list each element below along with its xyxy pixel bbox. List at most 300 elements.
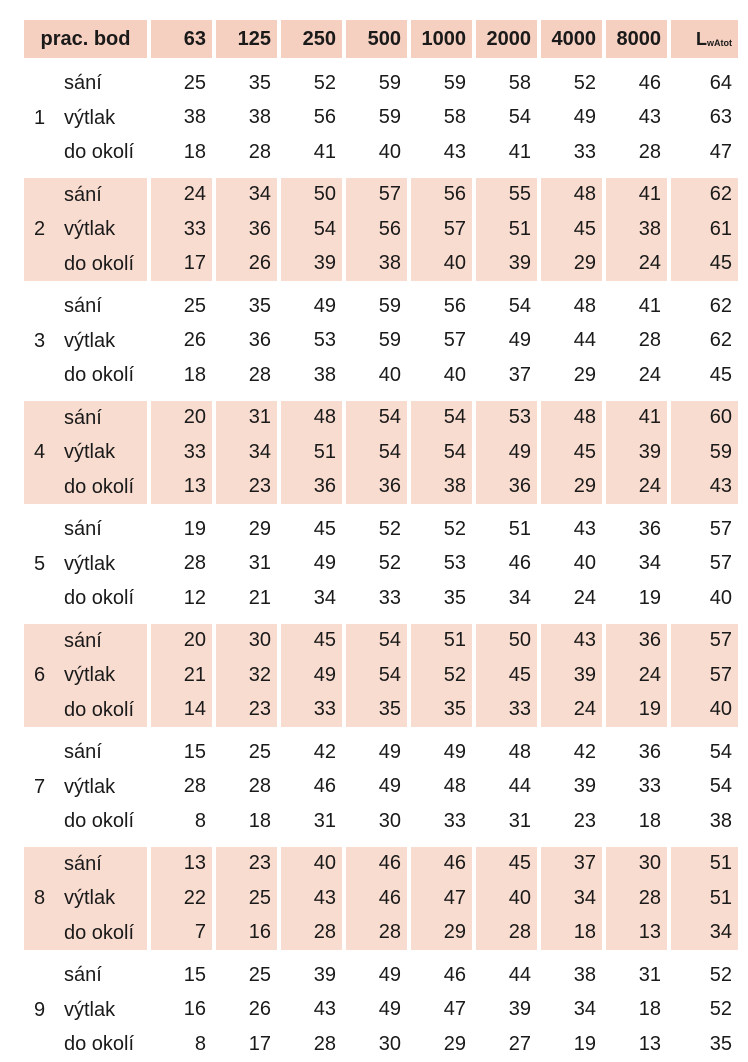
band-value: 41: [638, 294, 661, 317]
measurement-kind: výtlak: [64, 329, 116, 352]
band-value: 44: [508, 963, 531, 986]
band-value: 49: [508, 329, 531, 352]
row-label: [24, 735, 147, 770]
row-label: [24, 881, 147, 916]
table-row: [24, 324, 738, 359]
total-value: 52: [709, 998, 732, 1021]
measurement-kind: sání: [64, 741, 102, 763]
band-value: 28: [248, 775, 271, 798]
band-value: 24: [638, 363, 661, 386]
band-value: 36: [216, 212, 277, 247]
band-value: 18: [638, 998, 661, 1021]
band-value: 26: [216, 247, 277, 282]
table-row: [24, 658, 738, 693]
row-label: [24, 212, 147, 247]
band-value: 39: [281, 247, 342, 282]
total-value: 63: [709, 106, 732, 129]
band-value: 43: [541, 624, 602, 659]
point-number: 4: [34, 441, 46, 463]
band-value: 49: [443, 740, 466, 763]
band-value: 34: [216, 178, 277, 213]
band-value: 34: [508, 586, 531, 609]
band-value: 41: [508, 140, 531, 163]
band-value: 43: [573, 517, 596, 540]
band-value: 49: [378, 998, 401, 1021]
table-body: [24, 66, 738, 1062]
band-value: 34: [541, 881, 602, 916]
band-value: 40: [411, 247, 472, 282]
band-value: 18: [248, 809, 271, 832]
band-value: 40: [476, 881, 537, 916]
measurement-kind: výtlak: [64, 218, 116, 240]
point-number: 2: [34, 218, 46, 240]
band-value: 45: [476, 847, 537, 882]
header-total-sub: wAtot: [707, 37, 732, 48]
measurement-kind: sání: [64, 964, 102, 986]
band-value: 47: [443, 998, 466, 1021]
total-value: 34: [671, 916, 738, 951]
measurement-kind: sání: [64, 183, 102, 206]
total-value: 54: [709, 775, 732, 798]
table-row: [24, 624, 738, 659]
band-value: 51: [508, 517, 531, 540]
band-value: 24: [606, 247, 667, 282]
band-value: 38: [346, 247, 407, 282]
row-label: [24, 289, 147, 324]
total-value: 40: [709, 586, 732, 609]
band-value: 15: [183, 963, 206, 986]
band-value: 36: [606, 624, 667, 659]
band-value: 51: [476, 212, 537, 247]
band-value: 23: [216, 847, 277, 882]
band-value: 53: [443, 552, 466, 575]
band-value: 36: [346, 470, 407, 505]
band-value: 44: [573, 329, 596, 352]
total-value: 51: [671, 847, 738, 882]
band-value: 36: [476, 470, 537, 505]
band-value: 13: [151, 847, 212, 882]
total-value: 64: [709, 71, 732, 94]
table-row: [24, 1027, 738, 1062]
row-label: [24, 658, 147, 693]
table-row: [24, 847, 738, 882]
band-value: 49: [378, 775, 401, 798]
band-value: 46: [443, 963, 466, 986]
band-value: 33: [573, 140, 596, 163]
total-value: 62: [709, 294, 732, 317]
row-label: [24, 247, 147, 282]
band-value: 18: [638, 809, 661, 832]
band-value: 28: [248, 140, 271, 163]
band-value: 50: [476, 624, 537, 659]
band-value: 57: [443, 329, 466, 352]
band-value: 17: [151, 247, 212, 282]
band-value: 29: [443, 1032, 466, 1055]
band-value: 33: [151, 212, 212, 247]
band-value: 42: [313, 740, 336, 763]
band-value: 21: [151, 658, 212, 693]
band-value: 13: [151, 470, 212, 505]
band-value: 20: [151, 624, 212, 659]
band-value: 54: [281, 212, 342, 247]
band-value: 28: [638, 140, 661, 163]
measurement-kind: sání: [64, 518, 102, 540]
band-value: 48: [541, 178, 602, 213]
total-value: 45: [671, 247, 738, 282]
band-value: 16: [216, 916, 277, 951]
row-label: [24, 324, 147, 359]
band-value: 23: [216, 693, 277, 728]
band-value: 52: [313, 71, 336, 94]
band-value: 22: [151, 881, 212, 916]
row-label: [24, 435, 147, 470]
band-value: 46: [638, 71, 661, 94]
table-row: [24, 289, 738, 324]
point-number: 7: [34, 775, 46, 798]
measurement-kind: sání: [64, 295, 102, 317]
band-value: 18: [541, 916, 602, 951]
band-value: 28: [313, 1032, 336, 1055]
point-number: 6: [34, 664, 46, 686]
band-value: 23: [216, 470, 277, 505]
band-value: 28: [638, 329, 661, 352]
band-value: 41: [606, 178, 667, 213]
band-value: 31: [638, 963, 661, 986]
measurement-kind: do okolí: [64, 364, 135, 386]
band-value: 30: [378, 1032, 401, 1055]
band-value: 8: [194, 1032, 206, 1055]
measurement-kind: do okolí: [64, 141, 135, 163]
row-label: [24, 358, 147, 393]
header-band: 8000: [606, 20, 667, 58]
band-value: 33: [151, 435, 212, 470]
band-value: 49: [313, 552, 336, 575]
band-value: 46: [346, 881, 407, 916]
band-value: 23: [573, 809, 596, 832]
band-value: 57: [411, 212, 472, 247]
band-value: 39: [541, 658, 602, 693]
band-value: 59: [378, 106, 401, 129]
header-row: [24, 20, 738, 58]
band-value: 19: [606, 693, 667, 728]
band-value: 36: [248, 329, 271, 352]
point-number: 9: [34, 998, 46, 1021]
band-value: 51: [411, 624, 472, 659]
band-value: 26: [183, 329, 206, 352]
band-value: 42: [573, 740, 596, 763]
table-row: [24, 547, 738, 582]
band-value: 49: [476, 435, 537, 470]
band-value: 40: [281, 847, 342, 882]
band-value: 43: [281, 881, 342, 916]
row-label: [24, 847, 147, 882]
band-value: 38: [313, 363, 336, 386]
band-value: 25: [248, 963, 271, 986]
band-value: 37: [508, 363, 531, 386]
band-value: 14: [151, 693, 212, 728]
total-value: 62: [709, 329, 732, 352]
band-value: 59: [378, 71, 401, 94]
band-value: 38: [606, 212, 667, 247]
header-band: 4000: [541, 20, 602, 58]
table-row: [24, 135, 738, 170]
table-row: [24, 66, 738, 101]
band-value: 31: [508, 809, 531, 832]
band-value: 52: [378, 517, 401, 540]
band-value: 24: [151, 178, 212, 213]
band-value: 57: [346, 178, 407, 213]
band-value: 43: [443, 140, 466, 163]
band-value: 36: [638, 517, 661, 540]
measurement-kind: sání: [64, 629, 102, 652]
band-value: 29: [541, 247, 602, 282]
band-value: 24: [541, 693, 602, 728]
header-band: 500: [346, 20, 407, 58]
total-value: 57: [709, 517, 732, 540]
header-band: 250: [281, 20, 342, 58]
band-value: 53: [313, 329, 336, 352]
band-value: 31: [248, 552, 271, 575]
row-label: [24, 401, 147, 436]
row-label: [24, 624, 147, 659]
band-value: 28: [183, 552, 206, 575]
band-value: 49: [378, 740, 401, 763]
band-value: 24: [606, 658, 667, 693]
total-value: 61: [671, 212, 738, 247]
band-value: 27: [508, 1032, 531, 1055]
band-value: 59: [443, 71, 466, 94]
table-row: [24, 212, 738, 247]
band-value: 59: [378, 294, 401, 317]
header-band: 125: [216, 20, 277, 58]
band-value: 24: [573, 586, 596, 609]
table-row: [24, 693, 738, 728]
band-value: 12: [183, 586, 206, 609]
band-value: 28: [281, 916, 342, 951]
total-value: 52: [709, 963, 732, 986]
row-label: [24, 66, 147, 101]
band-value: 34: [216, 435, 277, 470]
measurement-kind: do okolí: [64, 698, 135, 721]
measurement-kind: výtlak: [64, 106, 116, 129]
header-band: 2000: [476, 20, 537, 58]
header-band: 1000: [411, 20, 472, 58]
band-value: 28: [606, 881, 667, 916]
band-value: 24: [606, 470, 667, 505]
total-value: 62: [671, 178, 738, 213]
band-value: 30: [216, 624, 277, 659]
band-value: 40: [443, 363, 466, 386]
band-value: 54: [346, 658, 407, 693]
point-number: 1: [34, 106, 46, 129]
band-value: 56: [443, 294, 466, 317]
row-label: [24, 581, 147, 616]
band-value: 45: [313, 517, 336, 540]
band-value: 55: [476, 178, 537, 213]
band-value: 18: [183, 140, 206, 163]
band-value: 29: [573, 363, 596, 386]
band-value: 31: [313, 809, 336, 832]
measurement-kind: výtlak: [64, 441, 116, 463]
total-value: 51: [671, 881, 738, 916]
row-label: [24, 135, 147, 170]
band-value: 21: [248, 586, 271, 609]
band-value: 45: [541, 212, 602, 247]
band-value: 19: [183, 517, 206, 540]
band-value: 28: [248, 363, 271, 386]
measurement-kind: sání: [64, 406, 102, 429]
band-value: 34: [313, 586, 336, 609]
band-value: 54: [346, 624, 407, 659]
row-label: [24, 547, 147, 582]
table-row: [24, 512, 738, 547]
band-value: 51: [281, 435, 342, 470]
band-value: 44: [508, 775, 531, 798]
row-label: [24, 470, 147, 505]
band-value: 56: [411, 178, 472, 213]
band-value: 49: [313, 294, 336, 317]
table-row: [24, 247, 738, 282]
band-value: 47: [411, 881, 472, 916]
band-value: 28: [476, 916, 537, 951]
band-value: 34: [638, 552, 661, 575]
row-label: [24, 101, 147, 136]
band-value: 36: [281, 470, 342, 505]
measurement-kind: do okolí: [64, 921, 135, 944]
band-value: 38: [573, 963, 596, 986]
band-value: 39: [573, 775, 596, 798]
measurement-kind: výtlak: [64, 552, 116, 575]
row-label: [24, 1027, 147, 1062]
total-value: 45: [709, 363, 732, 386]
band-value: 20: [151, 401, 212, 436]
band-value: 48: [573, 294, 596, 317]
band-value: 52: [443, 517, 466, 540]
row-label: [24, 770, 147, 805]
band-value: 13: [638, 1032, 661, 1055]
band-value: 56: [346, 212, 407, 247]
band-value: 53: [476, 401, 537, 436]
band-value: 48: [281, 401, 342, 436]
measurement-kind: do okolí: [64, 587, 135, 609]
table-row: [24, 581, 738, 616]
band-value: 58: [508, 71, 531, 94]
band-value: 45: [281, 624, 342, 659]
band-value: 35: [248, 294, 271, 317]
band-value: 49: [378, 963, 401, 986]
band-value: 52: [573, 71, 596, 94]
table-row: [24, 916, 738, 951]
total-value: 57: [671, 658, 738, 693]
band-value: 33: [476, 693, 537, 728]
header-label: prac. bod: [24, 20, 147, 58]
total-value: 60: [671, 401, 738, 436]
band-value: 33: [638, 775, 661, 798]
row-label: [24, 916, 147, 951]
row-label: [24, 178, 147, 213]
band-value: 25: [248, 740, 271, 763]
header-band: 63: [151, 20, 212, 58]
total-value: 57: [709, 552, 732, 575]
total-value: 47: [709, 140, 732, 163]
table-row: [24, 178, 738, 213]
band-value: 28: [346, 916, 407, 951]
row-label: [24, 804, 147, 839]
band-value: 54: [508, 106, 531, 129]
band-value: 19: [638, 586, 661, 609]
point-number: 3: [34, 329, 46, 352]
band-value: 37: [541, 847, 602, 882]
band-value: 48: [508, 740, 531, 763]
row-label: [24, 693, 147, 728]
band-value: 40: [378, 140, 401, 163]
band-value: 13: [606, 916, 667, 951]
band-value: 36: [638, 740, 661, 763]
band-value: 17: [248, 1032, 271, 1055]
table-row: [24, 958, 738, 993]
band-value: 29: [248, 517, 271, 540]
table-row: [24, 470, 738, 505]
header-total: [671, 20, 738, 58]
band-value: 39: [313, 963, 336, 986]
band-value: 29: [541, 470, 602, 505]
point-number: 8: [34, 887, 46, 909]
band-value: 35: [248, 71, 271, 94]
measurement-kind: do okolí: [64, 475, 135, 498]
band-value: 46: [508, 552, 531, 575]
band-value: 39: [476, 247, 537, 282]
measurement-kind: do okolí: [64, 1033, 135, 1055]
band-value: 54: [346, 401, 407, 436]
measurement-kind: sání: [64, 72, 102, 94]
band-value: 33: [443, 809, 466, 832]
band-value: 18: [183, 363, 206, 386]
band-value: 25: [183, 71, 206, 94]
band-value: 54: [411, 401, 472, 436]
band-value: 41: [313, 140, 336, 163]
band-value: 25: [216, 881, 277, 916]
band-value: 25: [183, 294, 206, 317]
measurement-kind: do okolí: [64, 810, 135, 832]
band-value: 49: [281, 658, 342, 693]
band-value: 46: [313, 775, 336, 798]
band-value: 52: [378, 552, 401, 575]
band-value: 33: [378, 586, 401, 609]
table-row: [24, 401, 738, 436]
band-value: 35: [443, 586, 466, 609]
band-value: 59: [378, 329, 401, 352]
band-value: 41: [606, 401, 667, 436]
table-row: [24, 358, 738, 393]
band-value: 56: [313, 106, 336, 129]
band-value: 40: [573, 552, 596, 575]
band-value: 39: [606, 435, 667, 470]
band-value: 30: [378, 809, 401, 832]
row-label: [24, 512, 147, 547]
total-value: 59: [671, 435, 738, 470]
band-value: 30: [606, 847, 667, 882]
table-row: [24, 101, 738, 136]
band-value: 19: [573, 1032, 596, 1055]
measurement-kind: sání: [64, 852, 102, 875]
noise-table: [20, 20, 742, 1062]
band-value: 58: [443, 106, 466, 129]
header-total-main: L: [696, 28, 707, 49]
measurement-kind: výtlak: [64, 775, 116, 798]
band-value: 52: [411, 658, 472, 693]
table-row: [24, 993, 738, 1028]
band-value: 31: [216, 401, 277, 436]
